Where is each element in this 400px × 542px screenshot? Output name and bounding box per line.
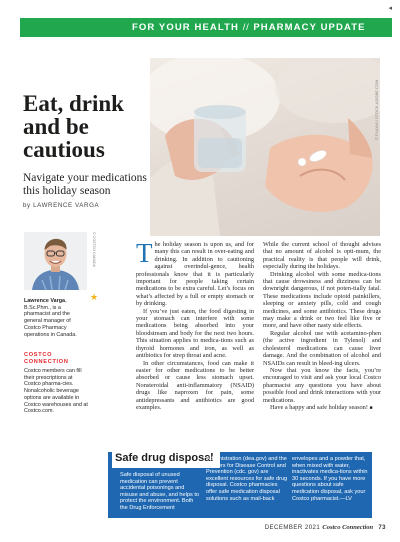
subsection-label: PHARMACY UPDATE [253, 22, 366, 33]
byline-prefix: by [23, 202, 31, 209]
paragraph: Drinking alcohol with some medica-tions that cause drowsiness and dizziness can be downright dangerous, if not poten-tially fatal. These medications include opioid painkillers, sleeping or anxiety pills, cold and cough medicines, and some antibiotics. These drugs may make a drink or two feel like five or more, and have other nasty side effects. [263, 270, 381, 330]
issue-date: DECEMBER 2021 [264, 525, 321, 531]
section-separator: // [242, 22, 250, 33]
end-mark-icon: ■ [369, 405, 373, 411]
hands-with-pill-and-water-illustration [150, 58, 380, 236]
page-footer [265, 524, 386, 531]
star-icon: ★ [90, 292, 99, 302]
article-title: Eat, drink and be cautious [23, 91, 124, 162]
hero-photo [150, 58, 380, 236]
safe-disposal-column-3: envelopes and a powder that, when mixed with water, inactivates medica-tions within 30 seconds. If you have more questions about safe medication disposal, ask your Costco pharmacist.—LV [292, 456, 368, 502]
author-headshot [24, 232, 87, 290]
corner-arrow-icon: ◂ [388, 4, 392, 12]
costco-connection-heading: COSTCO CONNECTION [24, 352, 69, 365]
byline-author: LAWRENCE VARGA [33, 202, 100, 209]
costco-connection-text: Costco members can fill their prescriptions at Costco pharma-cies. Nonalcoholic beverage options are available in Costco warehouses and at Costco.com. [24, 368, 88, 415]
bio-name: Lawrence Varga [24, 298, 66, 304]
bio-text: , B.Sc.Phm., is a pharmacist and the general manager of Costco Pharmacy operations in Canada. [24, 298, 77, 338]
section-label: FOR YOUR HEALTH [132, 22, 239, 33]
paragraph: While the current school of thought advises that no amount of alcohol is opti-mum, the practical reality is that people will drink, especially during the holidays. [263, 241, 381, 271]
paragraph: If you’ve just eaten, the food digesting in your stomach can interfere with some medications being absorbed into your bloodstream and body for the next two hours. This situation applies to medica-tions such as thyroid hormones and iron, as well as antibiotics for strep throat and acne. [136, 307, 254, 360]
paragraph: The holiday season is upon us, and for many this can result in over-eating and drinking. In addition to cautioning against overindul-gence, health professionals know that it is particularly important for people taking certain medications to be extra careful. Let’s focus on what’s affected by a full or empty stomach or by drinking. [136, 238, 254, 308]
headshot-credit: © COSTCO CANADA [92, 232, 96, 267]
publication-name: Costco Connection [322, 524, 374, 531]
author-avatar-illustration [24, 232, 87, 290]
hero-photo-credit: © FLAXIA / STOCK.ADOBE.COM [374, 79, 379, 140]
byline [23, 202, 99, 209]
page-number: 73 [378, 525, 386, 531]
paragraph: In other circumstances, food can make it easier for other medications to be better absorbed or cause less stomach upset. Nonsteroidal anti-inflammatory (NSAID) drugs like naproxen for pain, some antidepressants and antibiotics are good examples. [136, 359, 254, 411]
article-column-1 [136, 238, 254, 411]
author-bio [24, 298, 88, 338]
section-banner [20, 18, 392, 37]
paragraph: Have a happy and safe holiday season! ■ [270, 403, 373, 411]
drop-cap: T [136, 238, 153, 268]
safe-disposal-column-2: Administration (dea.gov) and the Centers for Disease Control and Prevention (cdc. gov) are excellent resources for safe drug disposal. Costco pharmacies offer safe medication disposal solutions such as mail-back [206, 456, 288, 502]
safe-disposal-column-1: Safe disposal of unused medication can prevent accidental poisonings and misuse and abuse, and helps to protect the environment. Both the Drug Enforcement [120, 472, 199, 511]
paragraph: Regular alcohol use with acetamino-phen (the active ingredient in Tylenol) and cholesterol medications can cause liver damage. And the combination of alcohol and NSAIDs can result in bleed-ing ulcers. [263, 329, 381, 367]
article-dek: Navigate your medications this holiday season [23, 172, 147, 197]
paragraph: Now that you know the facts, you’re encouraged to visit and ask your local Costco pharmacist any questions you have about possible food and drink interactions with your medications. [263, 366, 381, 404]
safe-disposal-title: Safe drug disposal [112, 449, 220, 468]
article-column-2 [263, 241, 381, 412]
